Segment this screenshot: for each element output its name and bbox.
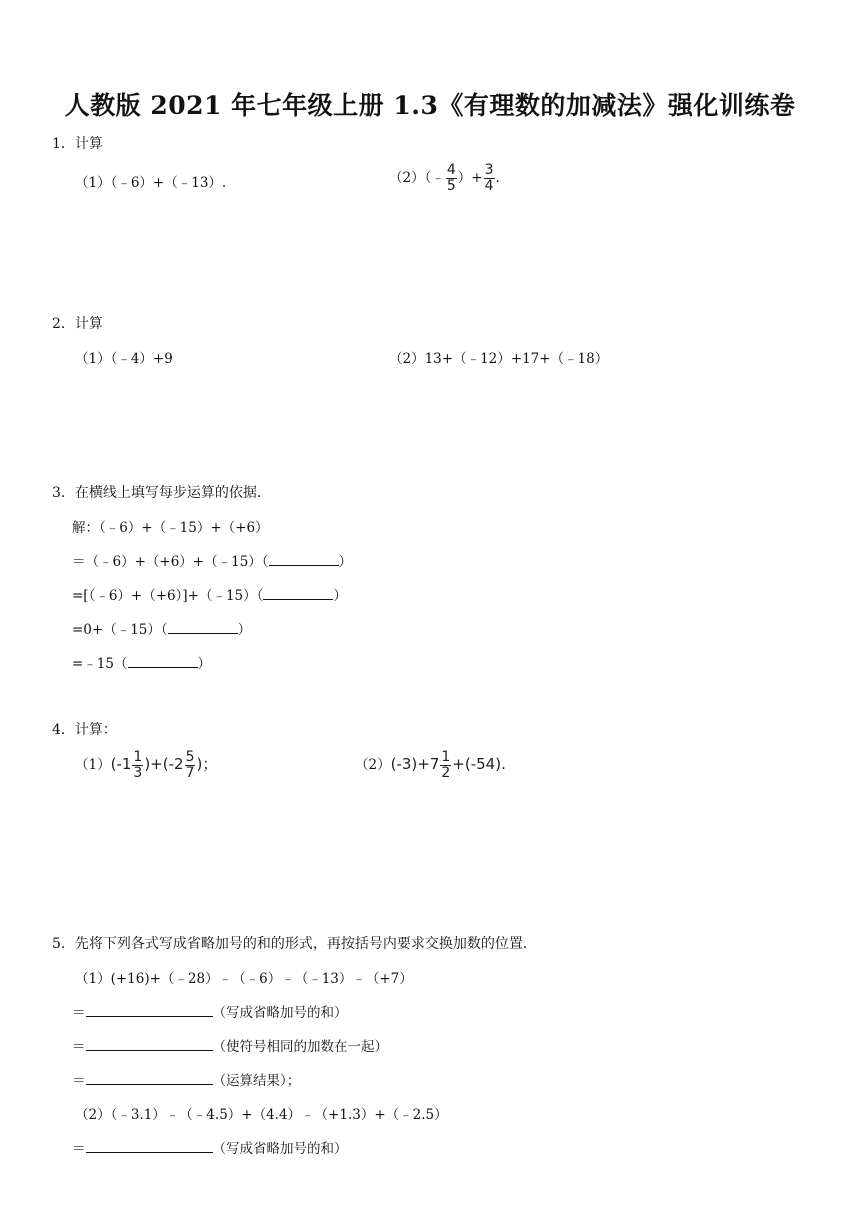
- answer-blank[interactable]: [168, 619, 238, 634]
- close-paren: ）: [237, 622, 252, 638]
- fraction-numerator: 3: [484, 162, 494, 178]
- close-paren: ）: [333, 588, 347, 604]
- answer-blank[interactable]: [86, 1002, 213, 1017]
- question-4-part-1: [75, 750, 217, 781]
- question-2-part-1: （1）（﹣4）+9: [75, 351, 173, 367]
- question-5-line-1: [72, 1001, 348, 1021]
- equals-sign: ＝: [72, 1005, 86, 1021]
- question-3-line-4: [72, 618, 251, 638]
- step-text: =[（﹣6）+（+6）]+（﹣15）（: [72, 588, 264, 604]
- question-1-heading: 1．计算: [52, 136, 103, 152]
- question-5-part-2: （2）（﹣3.1）﹣（﹣4.5）+（4.4）﹣（+1.3）+（﹣2.5）: [75, 1107, 448, 1123]
- expr-part: )；: [196, 755, 218, 773]
- fraction-1-3: [132, 750, 143, 781]
- question-5-part-1: （1）(+16)+（﹣28）﹣（﹣6）﹣（﹣13）﹣（+7）: [75, 971, 413, 987]
- fraction-4-5: [446, 163, 457, 194]
- expr-part: (-1: [110, 755, 132, 773]
- answer-blank[interactable]: [86, 1070, 213, 1085]
- fraction-denominator: 7: [185, 765, 195, 781]
- question-3-heading: 3．在横线上填写每步运算的依据．: [52, 485, 271, 501]
- fraction-denominator: 4: [484, 178, 494, 194]
- question-3-line-5: [72, 652, 211, 672]
- answer-blank[interactable]: [263, 585, 333, 600]
- step-text: =﹣15（: [72, 656, 128, 672]
- instruction-note: （写成省略加号的和）: [212, 1005, 348, 1021]
- close-paren: ）: [338, 554, 353, 570]
- question-4-heading: 4．计算：: [52, 722, 117, 738]
- question-5-line-2: [72, 1035, 388, 1055]
- question-5-heading: 5．先将下列各式写成省略加号的和的形式，再按括号内要求交换加数的位置．: [52, 936, 537, 952]
- question-3-line-1: 解：（﹣6）+（﹣15）+（+6）: [72, 520, 269, 536]
- q1p2-end: .: [495, 170, 500, 186]
- expr-part: )+(-2: [144, 755, 184, 773]
- equals-sign: ＝: [72, 1039, 86, 1055]
- question-1-part-2: [389, 163, 500, 194]
- fraction-numerator: 1: [441, 749, 451, 765]
- question-1-part-1: （1）（﹣6）+（﹣13）.: [75, 175, 227, 191]
- fraction-numerator: 1: [133, 749, 143, 765]
- question-5-line-4: [72, 1137, 348, 1157]
- question-2-part-2: （2）13+（﹣12）+17+（﹣18）: [389, 351, 609, 367]
- instruction-note: （使符号相同的加数在一起）: [212, 1039, 388, 1055]
- fraction-1-2: [440, 750, 451, 781]
- fraction-3-4: [484, 163, 495, 194]
- fraction-numerator: 4: [446, 162, 456, 178]
- expr-part: +(-54).: [452, 755, 506, 773]
- part-label: （2）: [355, 757, 391, 773]
- fraction-numerator: 5: [185, 749, 195, 765]
- step-text: ＝（﹣6）+（+6）+（﹣15）（: [72, 554, 269, 570]
- answer-blank[interactable]: [269, 551, 339, 566]
- fraction-denominator: 3: [133, 765, 143, 781]
- fraction-5-7: [185, 750, 196, 781]
- equals-sign: ＝: [72, 1073, 86, 1089]
- instruction-note: （写成省略加号的和）: [212, 1141, 348, 1157]
- question-4-part-2: [355, 750, 506, 781]
- answer-blank[interactable]: [86, 1036, 213, 1051]
- expr-part: (-3)+7: [390, 755, 440, 773]
- answer-blank[interactable]: [128, 653, 198, 668]
- question-3-line-3: [72, 584, 347, 604]
- step-text: =0+（﹣15）（: [72, 622, 168, 638]
- part-label: （1）: [75, 757, 111, 773]
- page-title: 人教版 2021 年七年级上册 1.3《有理数的加减法》强化训练卷: [64, 91, 796, 120]
- answer-blank[interactable]: [86, 1138, 213, 1153]
- q1p2-mid: ）+: [457, 170, 483, 186]
- close-paren: ）: [197, 656, 211, 672]
- question-2-heading: 2．计算: [52, 316, 103, 332]
- fraction-denominator: 2: [441, 765, 451, 781]
- question-5-line-3: [72, 1069, 300, 1089]
- equals-sign: ＝: [72, 1141, 86, 1157]
- fraction-denominator: 5: [446, 178, 456, 194]
- q1p2-prefix: （2）（﹣: [389, 170, 445, 186]
- question-3-line-2: [72, 550, 352, 570]
- instruction-note: （运算结果）；: [212, 1073, 301, 1089]
